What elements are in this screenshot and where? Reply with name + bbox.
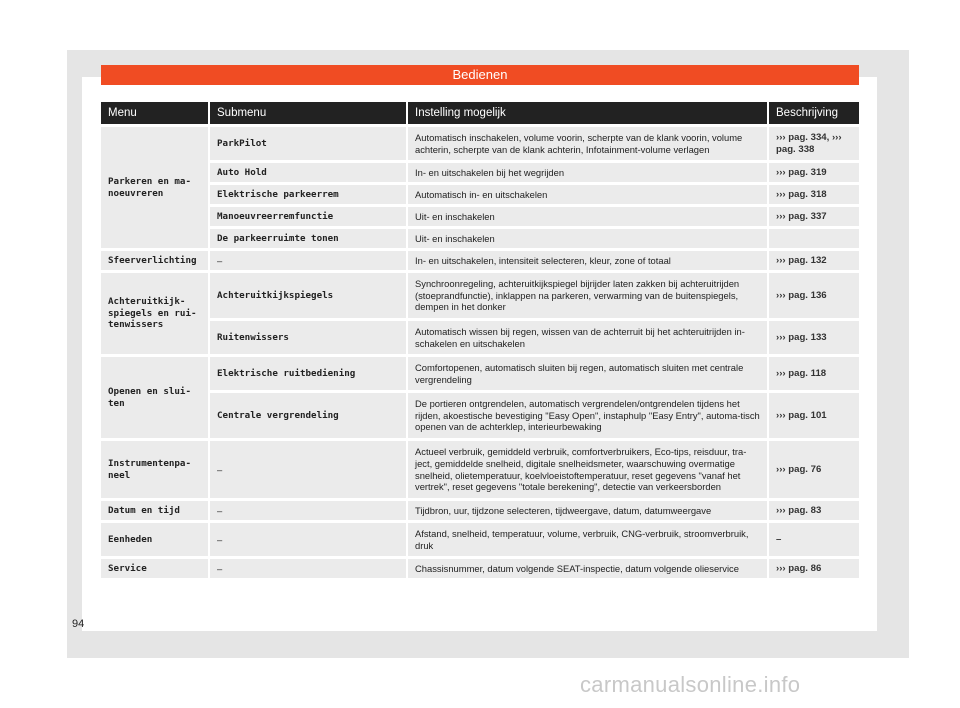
submenu-cell: – [210,248,408,270]
reference-cell: ››› pag. 136 [769,270,859,318]
table-row [101,438,859,498]
setting-cell: Uit- en inschakelen [408,226,769,248]
table-row [101,556,859,578]
reference-cell: ››› pag. 337 [769,204,859,226]
setting-cell: Chassisnummer, datum volgende SEAT-inspectie, datum volgende olieservice [408,556,769,578]
settings-table [101,102,859,578]
section-banner: Bedienen [101,65,859,85]
reference-cell: ››› pag. 319 [769,160,859,182]
setting-cell: Comfortopenen, automatisch sluiten bij regen, automatisch sluiten met centrale vergrendeling [408,354,769,390]
table-row [101,226,859,248]
reference-cell: ››› pag. 133 [769,318,859,354]
reference-cell: ››› pag. 132 [769,248,859,270]
submenu-cell: – [210,498,408,520]
submenu-cell: De parkeerruimte tonen [210,226,408,248]
table-row [101,124,859,160]
submenu-cell: Manoeuvreerremfunctie [210,204,408,226]
reference-cell: ››› pag. 118 [769,354,859,390]
table-row [101,182,859,204]
menu-cell: Achteruitkijk-spiegels en rui-tenwissers [101,270,210,354]
setting-cell: De portieren ontgrendelen, automatisch vergrendelen/ontgrendelen tijdens het rijden, akoestische bevestiging "Easy Open", instaphulp "Easy Entry", automa-tisch openen van de achterklep, interieurbewaking [408,390,769,438]
page-number: 94 [72,618,85,630]
setting-cell: Actueel verbruik, gemiddeld verbruik, comfortverbruikers, Eco-tips, reisduur, tra-ject, gemiddelde snelheid, digitale snelheidsmeter, waarschuwing overmatige snelheid, olietemperatuur, koelvloeistoftemperatuur, reset gegevens "vanaf het vertrek", reset gegevens "totale berekening", detectie van verkeersborden [408,438,769,498]
menu-cell: Sfeerverlichting [101,248,210,270]
submenu-cell: ParkPilot [210,124,408,160]
menu-cell: Instrumentenpa-neel [101,438,210,498]
table-row [101,520,859,556]
setting-cell: In- en uitschakelen, intensiteit selecteren, kleur, zone of totaal [408,248,769,270]
submenu-cell: – [210,556,408,578]
table-row [101,354,859,390]
submenu-cell: – [210,520,408,556]
setting-cell: Automatisch inschakelen, volume voorin, scherpte van de klank voorin, volume achterin, scherpte van de klank achterin, Infotainment-volume verlagen [408,124,769,160]
submenu-cell: Achteruitkijkspiegels [210,270,408,318]
submenu-cell: Auto Hold [210,160,408,182]
submenu-cell: – [210,438,408,498]
column-header-menu: Menu [101,102,210,124]
reference-cell: ››› pag. 76 [769,438,859,498]
table-row [101,160,859,182]
menu-cell: Openen en slui-ten [101,354,210,438]
table-row [101,204,859,226]
reference-cell: – [769,520,859,556]
reference-cell: ››› pag. 83 [769,498,859,520]
setting-cell: In- en uitschakelen bij het wegrijden [408,160,769,182]
menu-cell: Eenheden [101,520,210,556]
reference-cell: ››› pag. 318 [769,182,859,204]
submenu-cell: Elektrische ruitbediening [210,354,408,390]
table-row [101,248,859,270]
reference-cell: ››› pag. 334, ››› pag. 338 [769,124,859,160]
table-header-row [101,102,859,124]
reference-cell [769,226,859,248]
reference-cell: ››› pag. 86 [769,556,859,578]
watermark: carmanualsonline.info [580,672,801,697]
menu-cell: Datum en tijd [101,498,210,520]
setting-cell: Synchroonregeling, achteruitkijkspiegel bijrijder laten zakken bij achteruitrijden (stoeprandfunctie), inklappen na parkeren, verwarming van de buitenspiegels, dempen in het donker [408,270,769,318]
reference-cell: ››› pag. 101 [769,390,859,438]
menu-cell: Service [101,556,210,578]
table-row [101,270,859,318]
menu-cell: Parkeren en ma-noeuvreren [101,124,210,248]
column-header-submenu: Submenu [210,102,408,124]
column-header-setting: Instelling mogelijk [408,102,769,124]
submenu-cell: Centrale vergrendeling [210,390,408,438]
table-row [101,390,859,438]
column-header-description: Beschrijving [769,102,859,124]
submenu-cell: Ruitenwissers [210,318,408,354]
table-row [101,498,859,520]
setting-cell: Uit- en inschakelen [408,204,769,226]
setting-cell: Automatisch wissen bij regen, wissen van de achterruit bij het achteruitrijden in-schakelen en uitschakelen [408,318,769,354]
table-row [101,318,859,354]
submenu-cell: Elektrische parkeerrem [210,182,408,204]
setting-cell: Tijdbron, uur, tijdzone selecteren, tijdweergave, datum, datumweergave [408,498,769,520]
setting-cell: Automatisch in- en uitschakelen [408,182,769,204]
setting-cell: Afstand, snelheid, temperatuur, volume, verbruik, CNG-verbruik, stroomverbruik, druk [408,520,769,556]
